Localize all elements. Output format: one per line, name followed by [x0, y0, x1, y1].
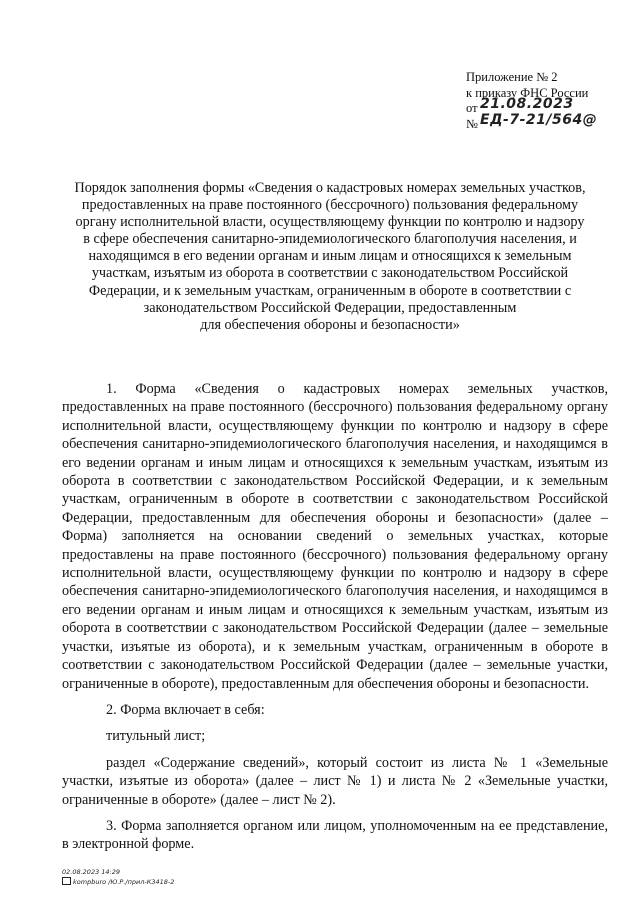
footer-stamp: [62, 868, 174, 887]
title-line: находящимся в его ведении органам и иным лицам и относящихся к земельным: [88, 248, 572, 265]
title-line: Порядок заполнения формы «Сведения о кадастровых номерах земельных участков,: [74, 180, 586, 196]
title-line: участкам, изъятым из оборота в соответствии с законодательством Российской: [91, 265, 569, 282]
paragraph-2: 2. Форма включает в себя:: [106, 701, 265, 718]
appendix-line-2: к приказу ФНС России: [466, 85, 589, 100]
paragraph-4: раздел «Содержание сведений», который состоит из листа № 1 «Земельные участки, изъятые из оборота» (далее – лист № 1) и листа № 2 «Земельные участки, ограниченные в обороте» (далее – лист № 2).: [62, 754, 608, 808]
appendix-line-1: Приложение № 2: [466, 70, 558, 84]
title-line: предоставленных на праве постоянного (бессрочного) пользования федеральному: [81, 197, 579, 214]
file-icon: [62, 877, 71, 885]
title-line: в сфере обеспечения санитарно-эпидемиологического благополучия населения, и: [83, 231, 577, 248]
paragraph-1: 1. Форма «Сведения о кадастровых номерах земельных участков, предоставленных на праве постоянного (бессрочного) пользования федеральному органу исполнительной власти, осуществляющему функции по контролю и надзору в сфере обеспечения санитарно-эпидемиологического благополучия населения, и находящимся в его ведении органам и иным лицам и относящихся к земельным участкам, изъятым из оборота в соответствии с законодательством Российской Федерации, и к земельным участкам, ограниченным в обороте в соответствии с законодательством Российской Федерации, предоставленным для обеспечения обороны и безопасности» (далее – Форма) заполняется на основании сведений о земельных участках, которые предоставлены на праве постоянного (бессрочного) пользования федеральному органу исполнительной власти, осуществляющему функции по контролю и надзору в сфере обеспечения санитарно-эпидемиологического благополучия населения, и находящимся в его ведении органам и иным лицам и относящихся к земельным участкам, изъятым из оборота в соответствии с законодательством Российской Федерации (далее – земельные участки, изъятые из оборота), и к земельным участкам, ограниченным в обороте в соответствии с законодательством Российской Федерации (далее – земельные участки, ограниченные в обороте), предоставленным для обеспечения обороны и безопасности.: [62, 381, 608, 692]
title-line: для обеспечения обороны и безопасности»: [200, 316, 460, 333]
appendix-number-line: [466, 111, 598, 133]
title-line: законодательством Российской Федерации, предоставленным: [143, 299, 517, 316]
footer-timestamp: 02.08.2023 14:29: [62, 868, 121, 876]
footer-file-path: kompburo /Ю.Р./прил-К3418-2: [73, 878, 175, 886]
handwritten-number: ЕД-7-21/564@: [480, 111, 598, 128]
paragraph-3: титульный лист;: [106, 728, 206, 745]
paragraph-5: 3. Форма заполняется органом или лицом, уполномоченным на ее представление, в электронной форме.: [62, 817, 608, 853]
footer-file-line: [62, 877, 174, 887]
title-line: Федерации, и к земельным участкам, ограниченным в обороте в соответствии с: [88, 282, 572, 299]
title-line: органу исполнительной власти, осуществляющему функции по контролю и надзору: [75, 214, 585, 231]
handwritten-date: 21.08.2023: [480, 96, 574, 112]
document-title: [56, 180, 604, 334]
document-body: [62, 380, 608, 854]
number-prefix: №: [466, 116, 478, 131]
date-prefix: от: [466, 101, 478, 115]
appendix-header: [466, 70, 598, 132]
